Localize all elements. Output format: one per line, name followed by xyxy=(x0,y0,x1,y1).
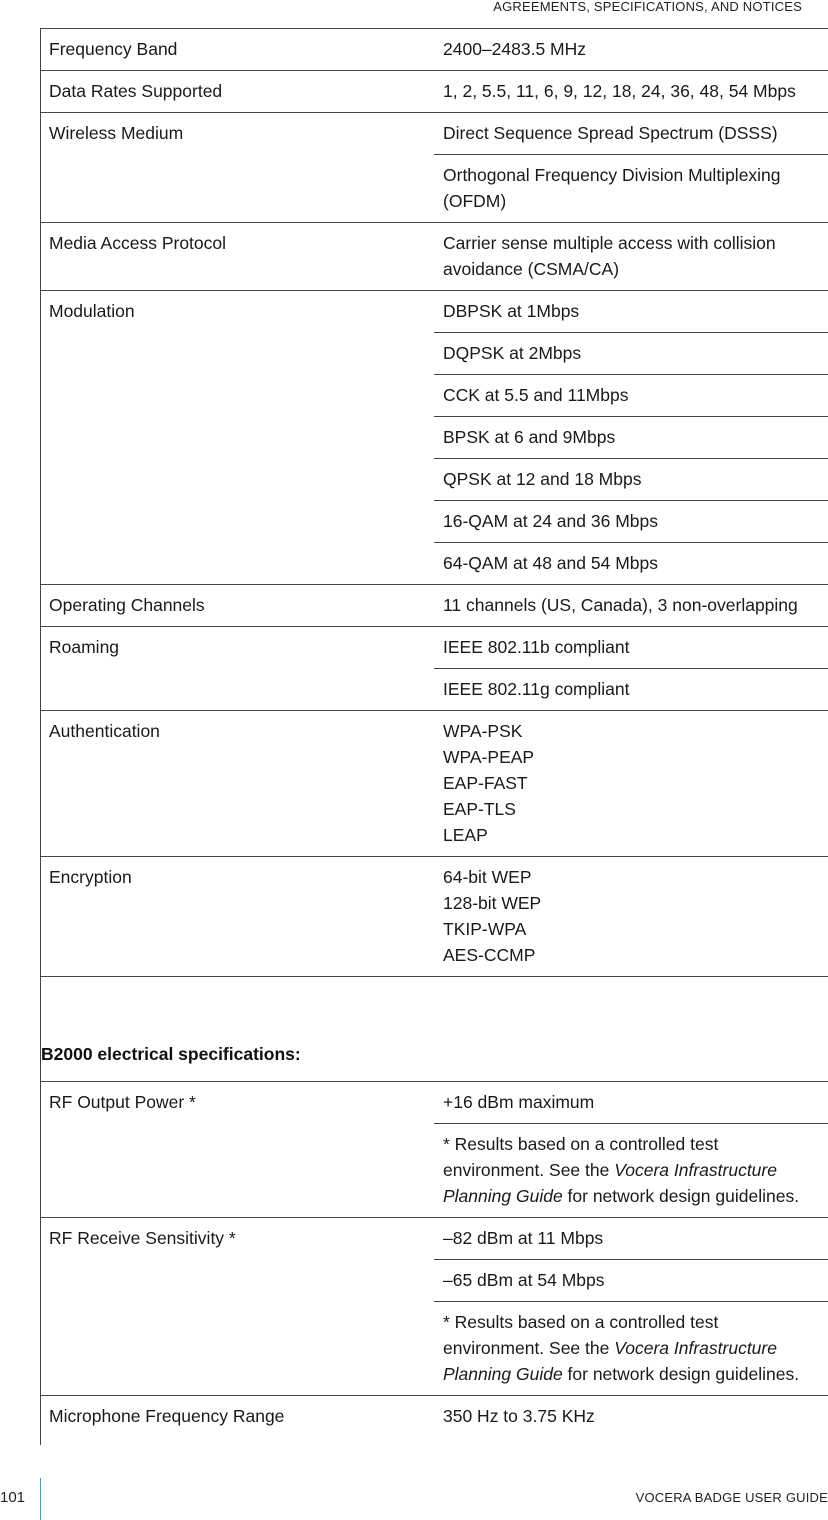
spec-value: BPSK at 6 and 9Mbps xyxy=(434,417,828,459)
note-text: * Results based on a controlled test environment. See the xyxy=(443,1134,719,1180)
spec-label: RF Output Power * xyxy=(49,1092,196,1112)
list-item: EAP-FAST xyxy=(443,773,528,793)
spec-label: Authentication xyxy=(49,721,160,741)
spec-label: Media Access Protocol xyxy=(49,233,227,253)
note-text: for network design guidelines. xyxy=(562,1186,800,1206)
spec-label: Encryption xyxy=(49,867,132,887)
list-item: 64-bit WEP xyxy=(443,867,532,887)
spec-label: Frequency Band xyxy=(49,39,178,59)
table-row xyxy=(41,1082,828,1124)
section-heading: B2000 electrical specifications: xyxy=(41,1044,301,1064)
spec-value: QPSK at 12 and 18 Mbps xyxy=(434,459,828,501)
spec-label: Modulation xyxy=(49,301,135,321)
spec-label: Data Rates Supported xyxy=(49,81,223,101)
electrical-specifications-table xyxy=(41,1081,828,1437)
spec-value: 1, 2, 5.5, 11, 6, 9, 12, 18, 24, 36, 48, 54 Mbps xyxy=(434,71,828,113)
table-row xyxy=(41,711,828,857)
table-row xyxy=(41,1396,828,1438)
spec-value: –65 dBm at 54 Mbps xyxy=(434,1260,828,1302)
spec-value: DQPSK at 2Mbps xyxy=(434,333,828,375)
note-text: for network design guidelines. xyxy=(562,1364,800,1384)
note-text: * Results based on a controlled test environment. See the xyxy=(443,1312,719,1358)
table-row xyxy=(41,585,828,627)
wireless-specifications-table xyxy=(41,28,828,977)
table-row xyxy=(41,627,828,669)
spec-label: RF Receive Sensitivity * xyxy=(49,1228,236,1248)
table-row xyxy=(41,71,828,113)
spec-value: –82 dBm at 11 Mbps xyxy=(434,1218,828,1260)
spec-label: Operating Channels xyxy=(49,595,205,615)
list-item: WPA-PEAP xyxy=(443,747,535,767)
spec-value: +16 dBm maximum xyxy=(434,1082,828,1124)
spec-value: IEEE 802.11g compliant xyxy=(434,669,828,711)
spec-note xyxy=(434,1302,828,1396)
spec-value: 16-QAM at 24 and 36 Mbps xyxy=(434,501,828,543)
guide-title: Vocera Infrastructure Planning Guide xyxy=(443,1160,777,1206)
spec-label: Roaming xyxy=(49,637,120,657)
list-item: EAP-TLS xyxy=(443,799,516,819)
list-item: TKIP-WPA xyxy=(443,919,527,939)
table-row xyxy=(41,223,828,291)
list-item: AES-CCMP xyxy=(443,945,536,965)
table-row xyxy=(41,29,828,71)
spec-value-list xyxy=(434,857,828,977)
footer-title: VOCERA BADGE USER GUIDE xyxy=(635,1490,828,1505)
table-row xyxy=(41,113,828,155)
spec-value: IEEE 802.11b compliant xyxy=(434,627,828,669)
running-head: AGREEMENTS, SPECIFICATIONS, AND NOTICES xyxy=(493,0,802,14)
list-item: LEAP xyxy=(443,825,488,845)
spec-value: Carrier sense multiple access with collision avoidance (CSMA/CA) xyxy=(434,223,828,291)
spec-value: 350 Hz to 3.75 KHz xyxy=(443,1406,595,1426)
spec-value: 2400–2483.5 MHz xyxy=(434,29,828,71)
spec-value: DBPSK at 1Mbps xyxy=(434,291,828,333)
spec-value: Direct Sequence Spread Spectrum (DSSS) xyxy=(434,113,828,155)
spec-value: CCK at 5.5 and 11Mbps xyxy=(434,375,828,417)
table-row xyxy=(41,1218,828,1260)
guide-title: Vocera Infrastructure Planning Guide xyxy=(443,1338,777,1384)
spec-value: Orthogonal Frequency Division Multiplexing (OFDM) xyxy=(434,155,828,223)
spec-value: 11 channels (US, Canada), 3 non-overlapping xyxy=(434,585,828,627)
footer-rule xyxy=(40,1478,41,1520)
table-row xyxy=(41,291,828,333)
page-number: 101 xyxy=(0,1489,26,1506)
spec-value: 64-QAM at 48 and 54 Mbps xyxy=(434,543,828,585)
spec-label: Microphone Frequency Range xyxy=(49,1406,285,1426)
spec-value-list xyxy=(434,711,828,857)
spec-label: Wireless Medium xyxy=(49,123,184,143)
list-item: WPA-PSK xyxy=(443,721,523,741)
table-row xyxy=(41,857,828,977)
list-item: 128-bit WEP xyxy=(443,893,542,913)
spec-note xyxy=(434,1124,828,1218)
